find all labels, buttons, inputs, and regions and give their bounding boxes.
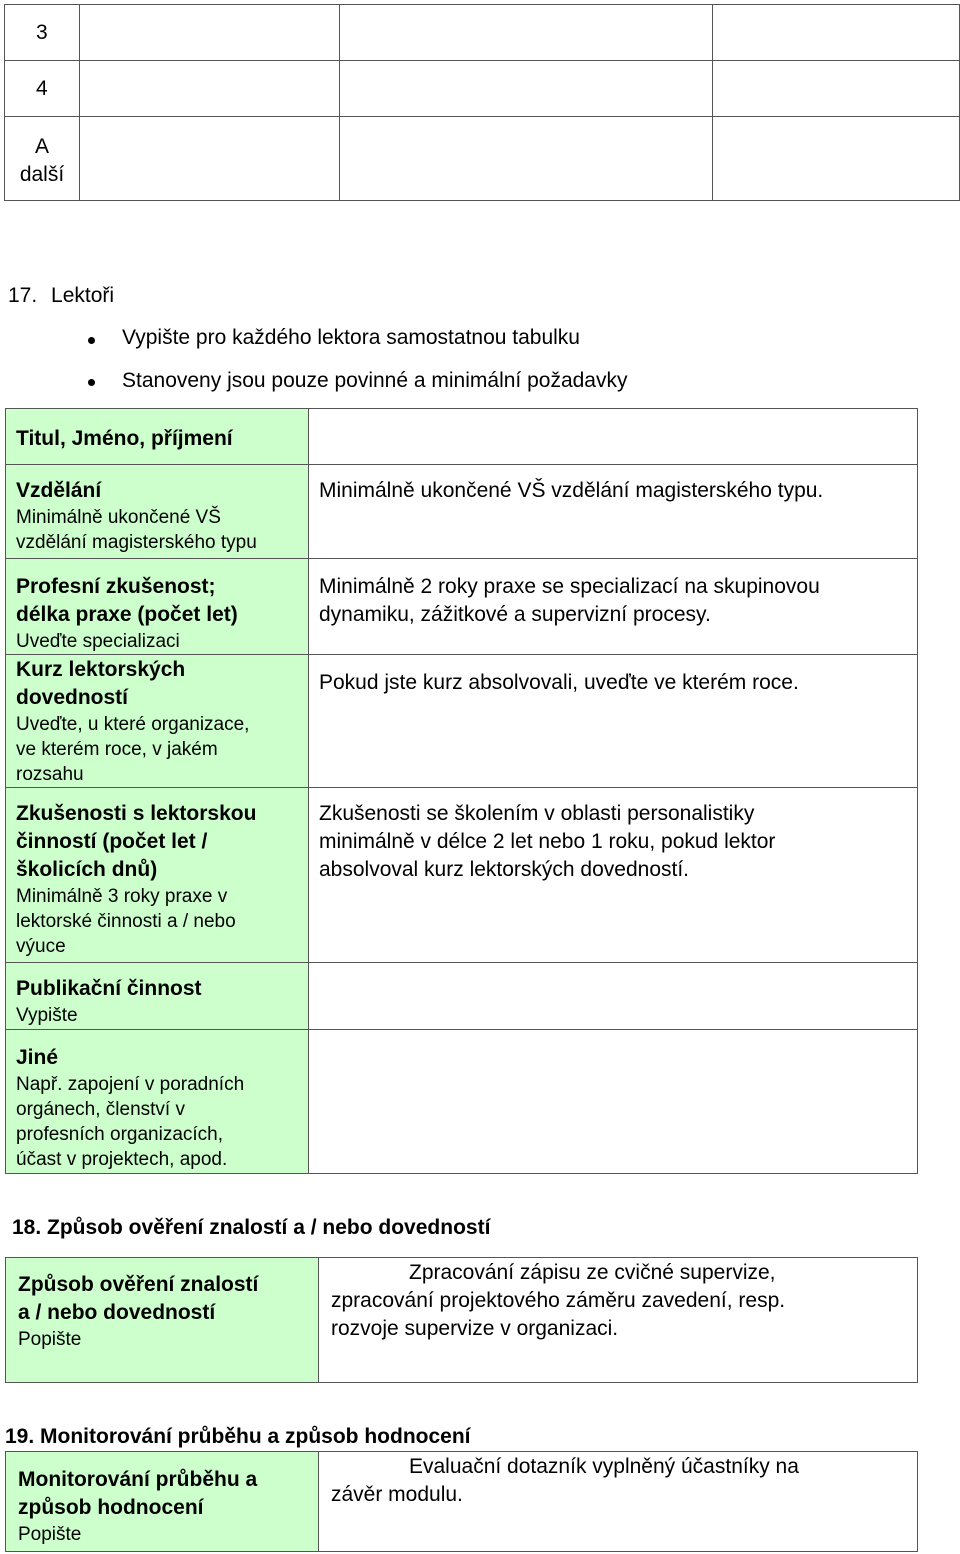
verification-hint: Popište bbox=[18, 1329, 82, 1350]
label-cell bbox=[6, 559, 309, 655]
row-letter: A bbox=[34, 135, 49, 158]
monitoring-value: Evaluační dotazník vyplněný účastníky na bbox=[409, 1455, 799, 1478]
row-number: 3 bbox=[36, 21, 48, 44]
verification-value-cell[interactable] bbox=[319, 1258, 918, 1383]
label-cell bbox=[6, 1030, 309, 1174]
experience-hint: Uveďte specializaci bbox=[16, 631, 180, 652]
section-17-heading bbox=[8, 284, 114, 308]
publications-hint: Vypište bbox=[16, 1005, 78, 1026]
name-label: Titul, Jméno, příjmení bbox=[16, 427, 233, 450]
lecturer-table bbox=[5, 408, 918, 1174]
monitoring-label: způsob hodnocení bbox=[18, 1496, 204, 1519]
empty-cell[interactable] bbox=[80, 5, 340, 61]
row-number-cell bbox=[5, 5, 80, 61]
name-value[interactable] bbox=[309, 409, 918, 465]
lecturing-value-cell[interactable] bbox=[309, 788, 918, 963]
experience-value: Minimálně 2 roky praxe se specializací na skupinovou bbox=[319, 575, 820, 598]
publications-value[interactable] bbox=[309, 963, 918, 1030]
education-value-cell[interactable] bbox=[309, 465, 918, 559]
section-number: 17. bbox=[8, 284, 38, 307]
section-19-heading: 19. Monitorování průběhu a způsob hodnocení bbox=[5, 1425, 471, 1448]
monitoring-table bbox=[5, 1451, 918, 1552]
verification-value: rozvoje supervize v organizaci. bbox=[331, 1317, 619, 1340]
lecturing-label: Zkušenosti s lektorskou bbox=[16, 802, 257, 825]
lecturing-label: činností (počet let / bbox=[16, 830, 208, 853]
other-hint: orgánech, členství v bbox=[16, 1099, 185, 1120]
publications-label: Publikační činnost bbox=[16, 977, 202, 1000]
experience-value: dynamiku, zážitkové a supervizní procesy. bbox=[319, 603, 711, 626]
course-hint: rozsahu bbox=[16, 764, 84, 785]
empty-cell[interactable] bbox=[713, 117, 960, 201]
label-cell bbox=[6, 655, 309, 788]
lecturing-value: absolvoval kurz lektorských dovedností. bbox=[319, 858, 690, 881]
experience-label: délka praxe (počet let) bbox=[16, 603, 238, 626]
row-more: další bbox=[19, 163, 65, 186]
experience-label: Profesní zkušenost; bbox=[16, 575, 216, 598]
row-number-cell bbox=[5, 61, 80, 117]
bullet-icon bbox=[88, 337, 95, 344]
other-value[interactable] bbox=[309, 1030, 918, 1174]
verification-value: Zpracování zápisu ze cvičné supervize, bbox=[409, 1261, 776, 1284]
education-value: Minimálně ukončené VŠ vzdělání magisterského typu. bbox=[319, 479, 824, 502]
row-number-cell bbox=[5, 117, 80, 201]
empty-cell[interactable] bbox=[340, 117, 713, 201]
monitoring-hint: Popište bbox=[18, 1524, 82, 1545]
lecturing-hint: Minimálně 3 roky praxe v bbox=[16, 886, 228, 907]
empty-cell[interactable] bbox=[713, 61, 960, 117]
education-hint: Minimálně ukončené VŠ bbox=[16, 507, 221, 528]
course-hint: Uveďte, u které organizace, bbox=[16, 714, 250, 735]
lecturing-hint: výuce bbox=[16, 936, 66, 957]
label-cell bbox=[6, 409, 309, 465]
label-cell bbox=[6, 788, 309, 963]
course-value: Pokud jste kurz absolvovali, uveďte ve kterém roce. bbox=[319, 671, 799, 694]
top-table bbox=[4, 4, 960, 201]
row-number: 4 bbox=[36, 77, 48, 100]
monitoring-label: Monitorování průběhu a bbox=[18, 1468, 258, 1491]
empty-cell[interactable] bbox=[340, 5, 713, 61]
other-hint: Např. zapojení v poradních bbox=[16, 1074, 245, 1095]
lecturing-hint: lektorské činnosti a / nebo bbox=[16, 911, 236, 932]
label-cell bbox=[6, 465, 309, 559]
bullet-item: Vypište pro každého lektora samostatnou tabulku bbox=[122, 326, 580, 349]
other-hint: účast v projektech, apod. bbox=[16, 1149, 228, 1170]
experience-value-cell[interactable] bbox=[309, 559, 918, 655]
label-cell bbox=[6, 1452, 319, 1552]
empty-cell[interactable] bbox=[80, 61, 340, 117]
course-label: dovedností bbox=[16, 686, 129, 709]
label-cell bbox=[6, 1258, 319, 1383]
verification-table bbox=[5, 1257, 918, 1383]
lecturing-value: Zkušenosti se školením v oblasti personalistiky bbox=[319, 802, 755, 825]
label-cell bbox=[6, 963, 309, 1030]
section-title: Lektoři bbox=[51, 284, 115, 307]
monitoring-value-cell[interactable] bbox=[319, 1452, 918, 1552]
other-label: Jiné bbox=[16, 1046, 59, 1069]
course-hint: ve kterém roce, v jakém bbox=[16, 739, 218, 760]
monitoring-value: závěr modulu. bbox=[331, 1483, 463, 1506]
education-hint: vzdělání magisterského typu bbox=[16, 532, 257, 553]
other-hint: profesních organizacích, bbox=[16, 1124, 224, 1145]
education-label: Vzdělání bbox=[16, 479, 102, 502]
section-18-heading: 18. Způsob ověření znalostí a / nebo dovedností bbox=[12, 1216, 491, 1239]
empty-cell[interactable] bbox=[340, 61, 713, 117]
course-value-cell[interactable] bbox=[309, 655, 918, 788]
verification-label: Způsob ověření znalostí bbox=[18, 1273, 259, 1296]
empty-cell[interactable] bbox=[80, 117, 340, 201]
verification-label: a / nebo dovedností bbox=[18, 1301, 216, 1324]
course-label: Kurz lektorských bbox=[16, 658, 186, 681]
empty-cell[interactable] bbox=[713, 5, 960, 61]
verification-value: zpracování projektového záměru zavedení, resp. bbox=[331, 1289, 786, 1312]
lecturing-label: školicích dnů) bbox=[16, 858, 158, 881]
bullet-icon bbox=[88, 379, 95, 386]
lecturing-value: minimálně v délce 2 let nebo 1 roku, pokud lektor bbox=[319, 830, 776, 853]
bullet-item: Stanoveny jsou pouze povinné a minimální požadavky bbox=[122, 369, 628, 392]
